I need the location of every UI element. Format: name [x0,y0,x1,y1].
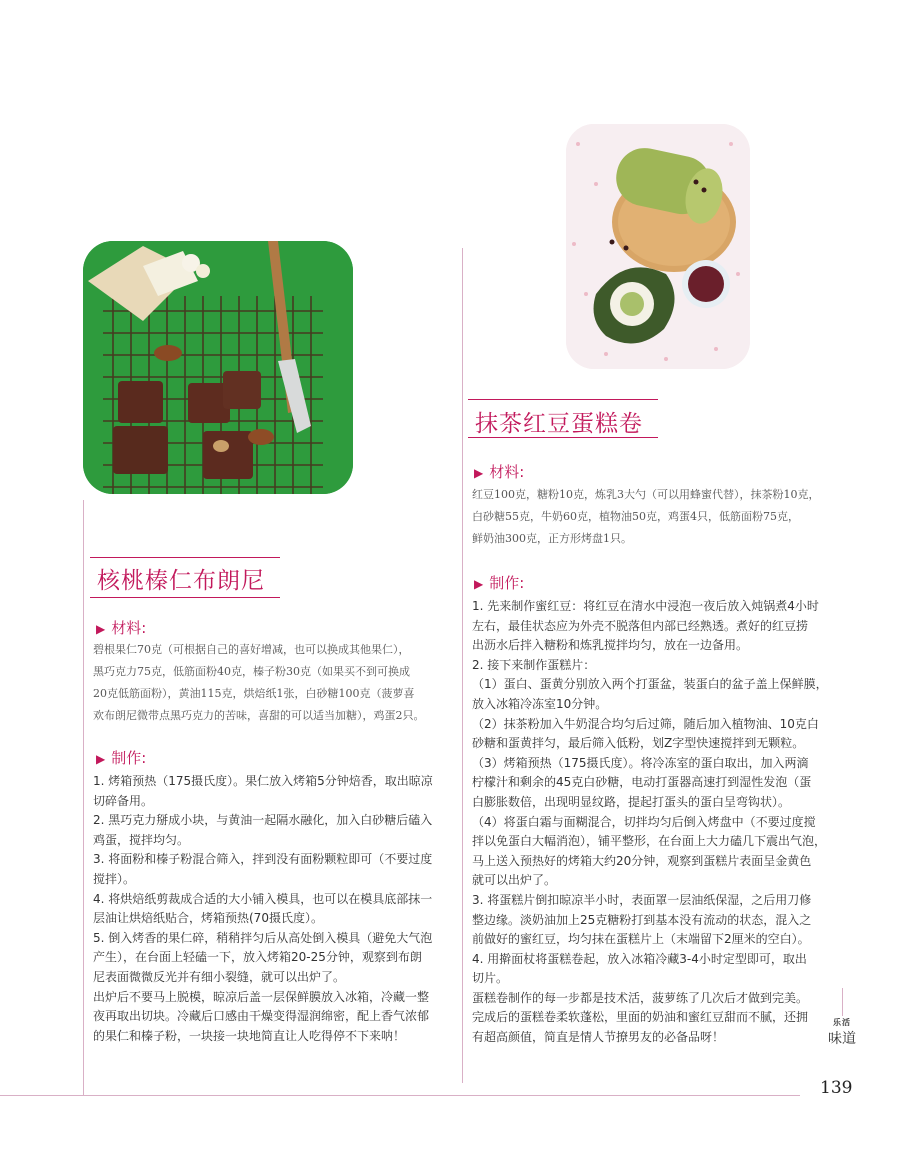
column-divider [462,248,463,1083]
side-rule [842,988,843,1016]
ingredient-line: 红豆100克，糖粉10克，炼乳3大勺（可以用蜂蜜代替），抹茶粉10克， [472,488,820,501]
step-line: 切片。 [472,971,509,986]
step-line: 1. 先来制作蜜红豆：将红豆在清水中浸泡一夜后放入炖锅煮4小时 [472,599,819,613]
left-margin-rule [83,500,84,1096]
step-line: 柠檬汁和剩余的45克白砂糖，电动打蛋器高速打到湿性发泡（蛋 [472,775,812,790]
step-line: （1）蛋白、蛋黄分别放入两个打蛋盆，装蛋白的盆子盖上保鲜膜， [472,677,828,692]
step-line: 的果仁和榛子粉，一块接一块地简直让人吃得停不下来呐！ [93,1028,406,1043]
right-materials-list [472,484,820,550]
right-method-steps [472,597,828,1048]
step-line: 蛋糕卷制作的每一步都是技术活，菠萝练了几次后才做到完美。 [472,990,809,1005]
step-line: 左右，最佳状态应为外壳不脱落但内部已经熟透。煮好的红豆捞 [472,618,809,633]
triangle-bullet-icon: ▶ [96,752,106,766]
left-title-rule-bottom [90,597,280,598]
step-line: 产生），在台面上轻磕一下，放入烤箱20-25分钟，观察到布朗 [93,950,422,965]
step-line: 4. 用擀面杖将蛋糕卷起，放入冰箱冷藏3-4小时定型即可，取出 [472,951,807,966]
ingredient-line: 欢布朗尼微带点黑巧克力的苦味，喜甜的可以适当加糖），鸡蛋2只。 [93,709,425,722]
step-line: （2）抹茶粉加入牛奶混合均匀后过筛，随后加入植物油、10克白 [472,716,819,731]
step-line: 前做好的蜜红豆，均匀抹在蛋糕片上（末端留下2厘米的空白）。 [472,932,810,947]
step-line: 出沥水后拌入糖粉和炼乳搅拌均匀，放在一边备用。 [472,638,749,653]
bottom-rule [0,1095,800,1096]
step-line: 鸡蛋，搅拌均匀。 [93,832,190,847]
brownie-photo [83,241,353,494]
step-line: 砂糖和蛋黄拌匀，最后筛入低粉，划Z字型快速搅拌到无颗粒。 [472,736,805,751]
right-title: 抹茶红豆蛋糕卷 [475,411,643,437]
left-title-rule-top [90,557,280,558]
left-materials-list [93,639,425,727]
step-line: 3. 将面粉和榛子粉混合筛入，拌到没有面粉颗粒即可（不要过度 [93,852,433,867]
left-materials-heading-text: 材料: [111,619,147,637]
left-method-heading [96,747,146,768]
step-line: 层油让烘焙纸贴合，烤箱预热(70摄氏度）。 [93,911,323,926]
left-materials-heading [96,617,146,638]
step-line: 尼表面微微反光并有细小裂缝，就可以出炉了。 [93,969,346,984]
step-line: 搅拌）。 [93,871,136,886]
right-materials-heading [474,461,524,482]
page-number: 139 [820,1078,853,1098]
right-method-heading [474,572,524,593]
right-title-rule-bottom [468,437,658,438]
triangle-bullet-icon: ▶ [96,622,106,636]
step-line: 整边缘。淡奶油加上25克糖粉打到基本没有流动的状态，混入之 [472,912,812,927]
step-line: 有超高颜值，简直是情人节撩男友的必备品呀！ [472,1030,725,1045]
step-line: 2. 接下来制作蛋糕片： [472,657,596,672]
ingredient-line: 20克低筋面粉），黄油115克，烘焙纸1张，白砂糖100克（菠萝喜 [93,687,415,700]
section-tag-big: 味道 [828,1031,856,1047]
step-line: 拌以免蛋白大幅消泡），铺平整形，在台面上大力磕几下震出气泡， [472,834,827,849]
step-line: 1. 烤箱预热（175摄氏度）。果仁放入烤箱5分钟焙香，取出晾凉 [93,774,433,788]
left-method-steps [93,772,433,1046]
step-line: （4）将蛋白霜与面糊混合，切拌均匀后倒入烤盘中（不要过度搅 [472,814,816,829]
right-method-heading-text: 制作: [489,574,525,592]
step-line: （3）烤箱预热（175摄氏度）。将冷冻室的蛋白取出，加入两滴 [472,755,809,770]
ingredient-line: 白砂糖55克，牛奶60克，植物油50克，鸡蛋4只，低筋面粉75克， [472,510,799,523]
right-materials-heading-text: 材料: [489,463,525,481]
triangle-bullet-icon: ▶ [474,577,484,591]
step-line: 4. 将烘焙纸剪裁成合适的大小铺入模具，也可以在模具底部抹一 [93,891,433,906]
step-line: 马上送入预热好的烤箱大约20分钟，观察到蛋糕片表面呈金黄色 [472,853,812,868]
left-title: 核桃榛仁布朗尼 [97,568,265,594]
step-line: 出炉后不要马上脱模，晾凉后盖一层保鲜膜放入冰箱，冷藏一整 [93,989,430,1004]
right-title-rule-top [468,399,658,400]
step-line: 白膨胀数倍，出现明显纹路，提起打蛋头的蛋白呈弯钩状）。 [472,794,791,809]
section-tag [823,1017,861,1048]
step-line: 5. 倒入烤香的果仁碎，稍稍拌匀后从高处倒入模具（避免大气泡 [93,930,433,945]
step-line: 3. 将蛋糕片倒扣晾凉半小时，表面罩一层油纸保湿，之后用刀修 [472,892,812,907]
ingredient-line: 鲜奶油300克，正方形烤盘1只。 [472,532,632,545]
ingredient-line: 碧根果仁70克（可根据自己的喜好增减，也可以换成其他果仁）， [93,643,410,656]
step-line: 切碎备用。 [93,793,154,808]
ingredient-line: 黑巧克力75克，低筋面粉40克，榛子粉30克（如果买不到可换成 [93,665,410,678]
triangle-bullet-icon: ▶ [474,466,484,480]
step-line: 夜再取出切块。冷藏后口感由干燥变得湿润绵密，配上香气浓郁 [93,1009,430,1024]
section-tag-small: 乐活 [833,1018,851,1027]
step-line: 完成后的蛋糕卷柔软蓬松，里面的奶油和蜜红豆甜而不腻，还拥 [472,1010,809,1025]
left-method-heading-text: 制作: [111,749,147,767]
step-line: 2. 黑巧克力掰成小块，与黄油一起隔水融化，加入白砂糖后磕入 [93,813,433,828]
step-line: 就可以出炉了。 [472,873,557,888]
cake-roll-photo [566,124,750,369]
step-line: 放入冰箱冷冻室10分钟。 [472,696,608,711]
